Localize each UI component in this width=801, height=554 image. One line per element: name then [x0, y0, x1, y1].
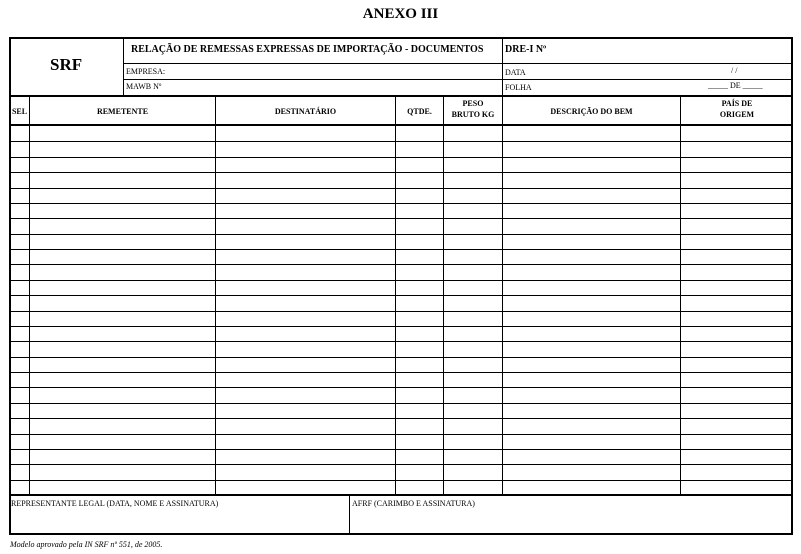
header-divider [9, 95, 793, 97]
table-row-line [9, 188, 793, 189]
table-bottom-divider [9, 494, 793, 496]
table-row-line [9, 218, 793, 219]
table-row-line [9, 341, 793, 342]
table-row-line [9, 264, 793, 265]
table-row-line [9, 141, 793, 142]
table-row-line [9, 434, 793, 435]
srf-divider [123, 37, 124, 96]
table-row-line [9, 464, 793, 465]
form-title: RELAÇÃO DE REMESSAS EXPRESSAS DE IMPORTAÇÃO - DOCUMENTOS [131, 44, 484, 55]
table-row-line [9, 372, 793, 373]
table-row-line [9, 418, 793, 419]
table-row-line [9, 357, 793, 358]
col-header-pais-line1: PAÍS DE [721, 99, 753, 108]
table-row-line [9, 203, 793, 204]
table-row-line [9, 280, 793, 281]
table-row-line [9, 403, 793, 404]
representante-label: REPRESENTANTE LEGAL (DATA, NOME E ASSINATURA) [11, 499, 219, 508]
table-row-line [9, 295, 793, 296]
table-body [9, 126, 793, 495]
folha-value: _____ DE _____ [708, 81, 763, 90]
col-header-peso-line1: PESO [462, 99, 484, 108]
folha-label: FOLHA [505, 83, 532, 92]
mawb-label: MAWB Nº [126, 82, 162, 91]
col-header-pais [681, 98, 793, 120]
table-row-line [9, 480, 793, 481]
col-header-peso-line2: BRUTO KG [451, 110, 495, 119]
col-header-remetente: REMETENTE [96, 107, 149, 116]
dre-divider [502, 37, 503, 96]
dre-label: DRE-I Nº [505, 44, 547, 55]
col-header-pais-line2: ORIGEM [719, 110, 755, 119]
table-row-line [9, 249, 793, 250]
title-underline [124, 63, 793, 64]
table-row-line [9, 387, 793, 388]
page-title: ANEXO III [362, 6, 439, 22]
footer-divider [349, 496, 350, 534]
col-header-descricao: DESCRIÇÃO DO BEM [550, 107, 633, 116]
table-row-line [9, 326, 793, 327]
empresa-label: EMPRESA: [126, 67, 166, 76]
data-underline [503, 79, 793, 80]
data-label: DATA [505, 68, 526, 77]
data-slashes: / / [731, 66, 738, 75]
col-header-qtde: QTDE. [407, 107, 432, 116]
table-row-line [9, 157, 793, 158]
table-row-line [9, 234, 793, 235]
empresa-underline [124, 79, 503, 80]
srf-label: SRF [50, 55, 83, 74]
approval-note: Modelo aprovado pela IN SRF nº 551, de 2005. [10, 540, 163, 549]
table-row-line [9, 449, 793, 450]
table-row-line [9, 172, 793, 173]
col-header-sel: SEL [11, 107, 28, 116]
table-row-line [9, 311, 793, 312]
afrf-label: AFRF (CARIMBO E ASSINATURA) [352, 499, 475, 508]
col-header-peso [444, 98, 502, 120]
col-header-destinatario: DESTINATÁRIO [274, 107, 337, 116]
